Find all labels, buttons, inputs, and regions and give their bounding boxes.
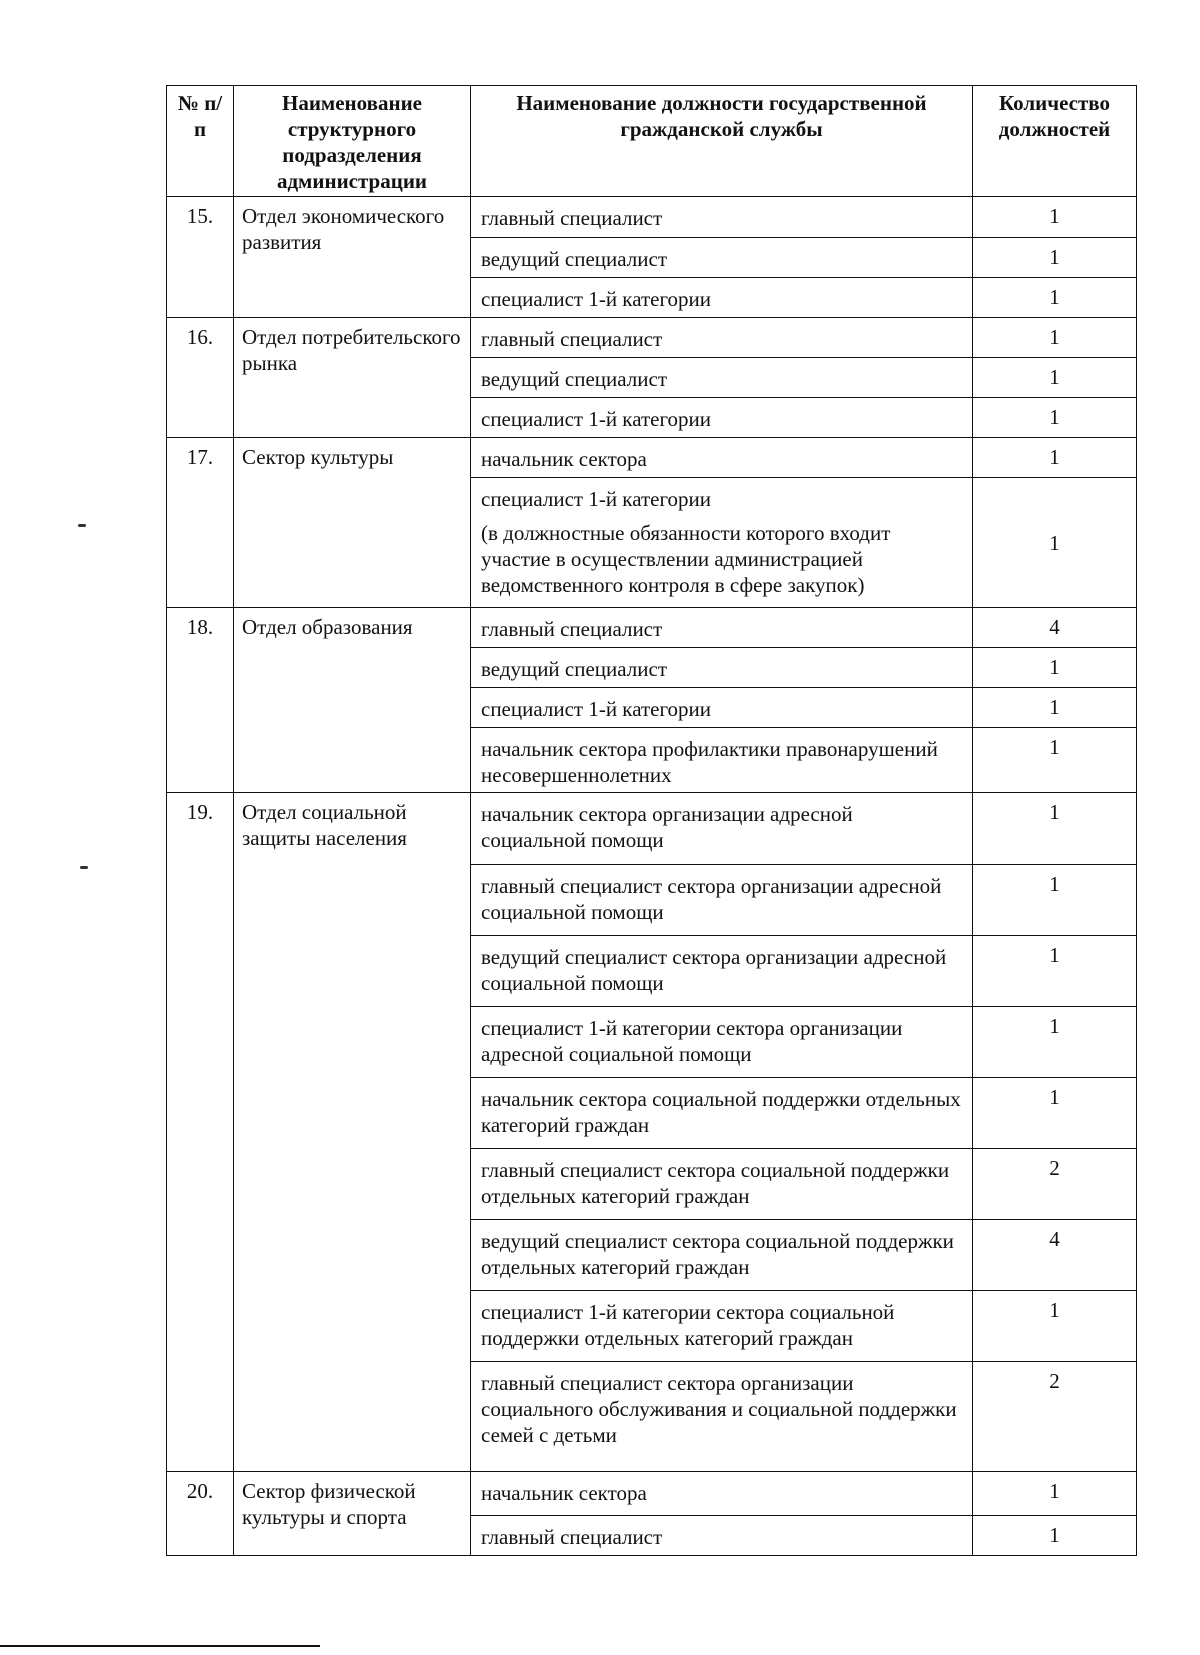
row-number: 15. bbox=[167, 197, 234, 318]
position-name: начальник сектора bbox=[471, 1472, 973, 1516]
position-count: 1 bbox=[973, 197, 1137, 238]
table-row bbox=[167, 318, 1137, 358]
position-title: специалист 1-й категории bbox=[481, 487, 712, 511]
scan-speck bbox=[80, 866, 88, 869]
position-count: 1 bbox=[973, 398, 1137, 438]
position-name: главный специалист сектора социальной поддержки отдельных категорий граждан bbox=[471, 1149, 973, 1220]
position-note: (в должностные обязанности которого входит участие в осуществлении администрацией ведомственного контроля в сфере закупок) bbox=[481, 521, 891, 597]
position-name: главный специалист сектора организации социального обслуживания и социальной поддержки семей с детьми bbox=[471, 1362, 973, 1472]
position-count: 1 bbox=[973, 238, 1137, 278]
unit-name: Сектор физической культуры и спорта bbox=[234, 1472, 471, 1556]
position-count: 1 bbox=[973, 438, 1137, 478]
position-count: 1 bbox=[973, 478, 1137, 608]
unit-name: Отдел социальной защиты населения bbox=[234, 793, 471, 1472]
position-name bbox=[471, 478, 973, 608]
table-header-row bbox=[167, 86, 1137, 197]
header-position: Наименование должности государственной гражданской службы bbox=[471, 86, 973, 197]
scan-speck bbox=[78, 524, 86, 527]
header-num: № п/п bbox=[167, 86, 234, 197]
row-number: 17. bbox=[167, 438, 234, 608]
position-count: 1 bbox=[973, 688, 1137, 728]
position-name: ведущий специалист сектора организации адресной социальной помощи bbox=[471, 936, 973, 1007]
position-name: специалист 1-й категории bbox=[471, 688, 973, 728]
position-name: главный специалист сектора организации адресной социальной помощи bbox=[471, 865, 973, 936]
position-count: 2 bbox=[973, 1362, 1137, 1472]
position-name: начальник сектора bbox=[471, 438, 973, 478]
position-name: начальник сектора социальной поддержки отдельных категорий граждан bbox=[471, 1078, 973, 1149]
position-name: главный специалист bbox=[471, 1516, 973, 1556]
position-name: главный специалист bbox=[471, 197, 973, 238]
position-count: 1 bbox=[973, 358, 1137, 398]
position-name: ведущий специалист bbox=[471, 648, 973, 688]
position-name: специалист 1-й категории bbox=[471, 398, 973, 438]
table-row bbox=[167, 438, 1137, 478]
position-name: ведущий специалист сектора социальной поддержки отдельных категорий граждан bbox=[471, 1220, 973, 1291]
position-count: 1 bbox=[973, 1007, 1137, 1078]
unit-name: Отдел потребительского рынка bbox=[234, 318, 471, 438]
position-count: 4 bbox=[973, 1220, 1137, 1291]
position-name: начальник сектора профилактики правонарушений несовершеннолетних bbox=[471, 728, 973, 793]
unit-name: Отдел образования bbox=[234, 608, 471, 793]
position-count: 1 bbox=[973, 936, 1137, 1007]
position-count: 1 bbox=[973, 1291, 1137, 1362]
position-count: 1 bbox=[973, 278, 1137, 318]
position-count: 1 bbox=[973, 865, 1137, 936]
row-number: 18. bbox=[167, 608, 234, 793]
position-count: 1 bbox=[973, 1516, 1137, 1556]
position-name: главный специалист bbox=[471, 608, 973, 648]
unit-name: Отдел экономического развития bbox=[234, 197, 471, 318]
table-row bbox=[167, 1472, 1137, 1516]
position-name: специалист 1-й категории bbox=[471, 278, 973, 318]
header-unit: Наименование структурного подразделения администрации bbox=[234, 86, 471, 197]
footnote-rule bbox=[0, 1645, 320, 1647]
table-row bbox=[167, 793, 1137, 865]
position-count: 1 bbox=[973, 648, 1137, 688]
position-name: специалист 1-й категории сектора организации адресной социальной помощи bbox=[471, 1007, 973, 1078]
position-count: 4 bbox=[973, 608, 1137, 648]
header-count: Количество должностей bbox=[973, 86, 1137, 197]
position-count: 1 bbox=[973, 1078, 1137, 1149]
staff-positions-table bbox=[166, 85, 1137, 1556]
row-number: 16. bbox=[167, 318, 234, 438]
row-number: 20. bbox=[167, 1472, 234, 1556]
position-name: ведущий специалист bbox=[471, 358, 973, 398]
position-name: ведущий специалист bbox=[471, 238, 973, 278]
table-row bbox=[167, 608, 1137, 648]
position-count: 1 bbox=[973, 1472, 1137, 1516]
position-count: 1 bbox=[973, 318, 1137, 358]
unit-name: Сектор культуры bbox=[234, 438, 471, 608]
position-name: начальник сектора организации адресной социальной помощи bbox=[471, 793, 973, 865]
table-row bbox=[167, 197, 1137, 238]
row-number: 19. bbox=[167, 793, 234, 1472]
position-name: специалист 1-й категории сектора социальной поддержки отдельных категорий граждан bbox=[471, 1291, 973, 1362]
position-name: главный специалист bbox=[471, 318, 973, 358]
position-count: 1 bbox=[973, 728, 1137, 793]
position-count: 2 bbox=[973, 1149, 1137, 1220]
position-count: 1 bbox=[973, 793, 1137, 865]
